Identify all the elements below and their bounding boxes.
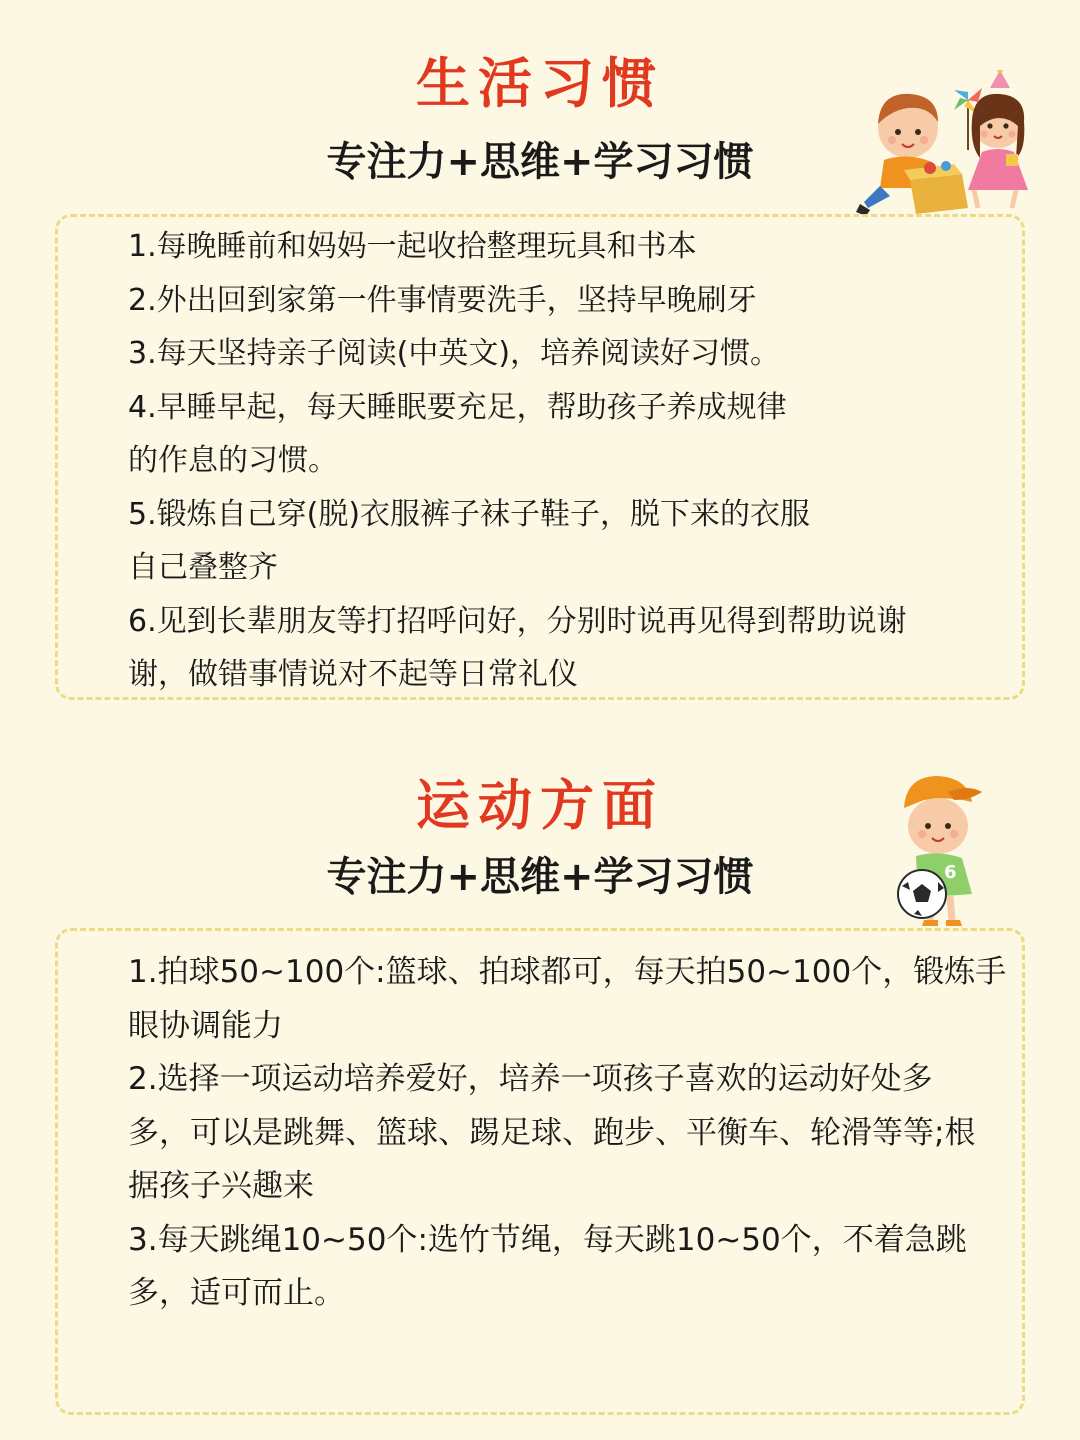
children-playing-illustration <box>850 70 1035 220</box>
section2-list <box>128 946 1028 1321</box>
list-item: 1.每晚睡前和妈妈一起收拾整理玩具和书本 <box>128 229 697 264</box>
list-item: 5.锻炼自己穿(脱)衣服裤子袜子鞋子，脱下来的衣服 自己叠整齐 <box>128 496 811 585</box>
svg-text:6: 6 <box>944 862 957 883</box>
list-item: 3.每天跳绳10~50个:选竹节绳，每天跳10~50个，不着急跳 多，适可而止。 <box>128 1221 967 1311</box>
section2-subtitle: 专注力+思维+学习习惯 <box>326 854 754 900</box>
section1-title: 生活习惯 <box>416 52 664 115</box>
list-item: 2.外出回到家第一件事情要洗手，坚持早晚刷牙 <box>128 282 757 318</box>
list-item: 2.选择一项运动培养爱好，培养一项孩子喜欢的运动好处多 多，可以是跳舞、篮球、踢足球、跑步、平衡车、轮滑等等;根 据孩子兴趣来 <box>128 1061 976 1204</box>
list-item: 6.见到长辈朋友等打招呼问好，分别时说再见得到帮助说谢 谢，做错事情说对不起等日常礼仪 <box>128 603 907 692</box>
list-item: 3.每天坚持亲子阅读(中英文)，培养阅读好习惯。 <box>128 336 781 371</box>
section2-title: 运动方面 <box>416 774 664 837</box>
boy-with-soccer-ball-illustration <box>888 770 988 932</box>
section1-list <box>128 220 1028 702</box>
list-item: 4.早睡早起，每天睡眠要充足，帮助孩子养成规律 的作息的习惯。 <box>128 389 787 478</box>
list-item: 1.拍球50~100个:篮球、拍球都可，每天拍50~100个，锻炼手 眼协调能力 <box>128 954 1007 1044</box>
section1-subtitle: 专注力+思维+学习习惯 <box>326 139 754 185</box>
